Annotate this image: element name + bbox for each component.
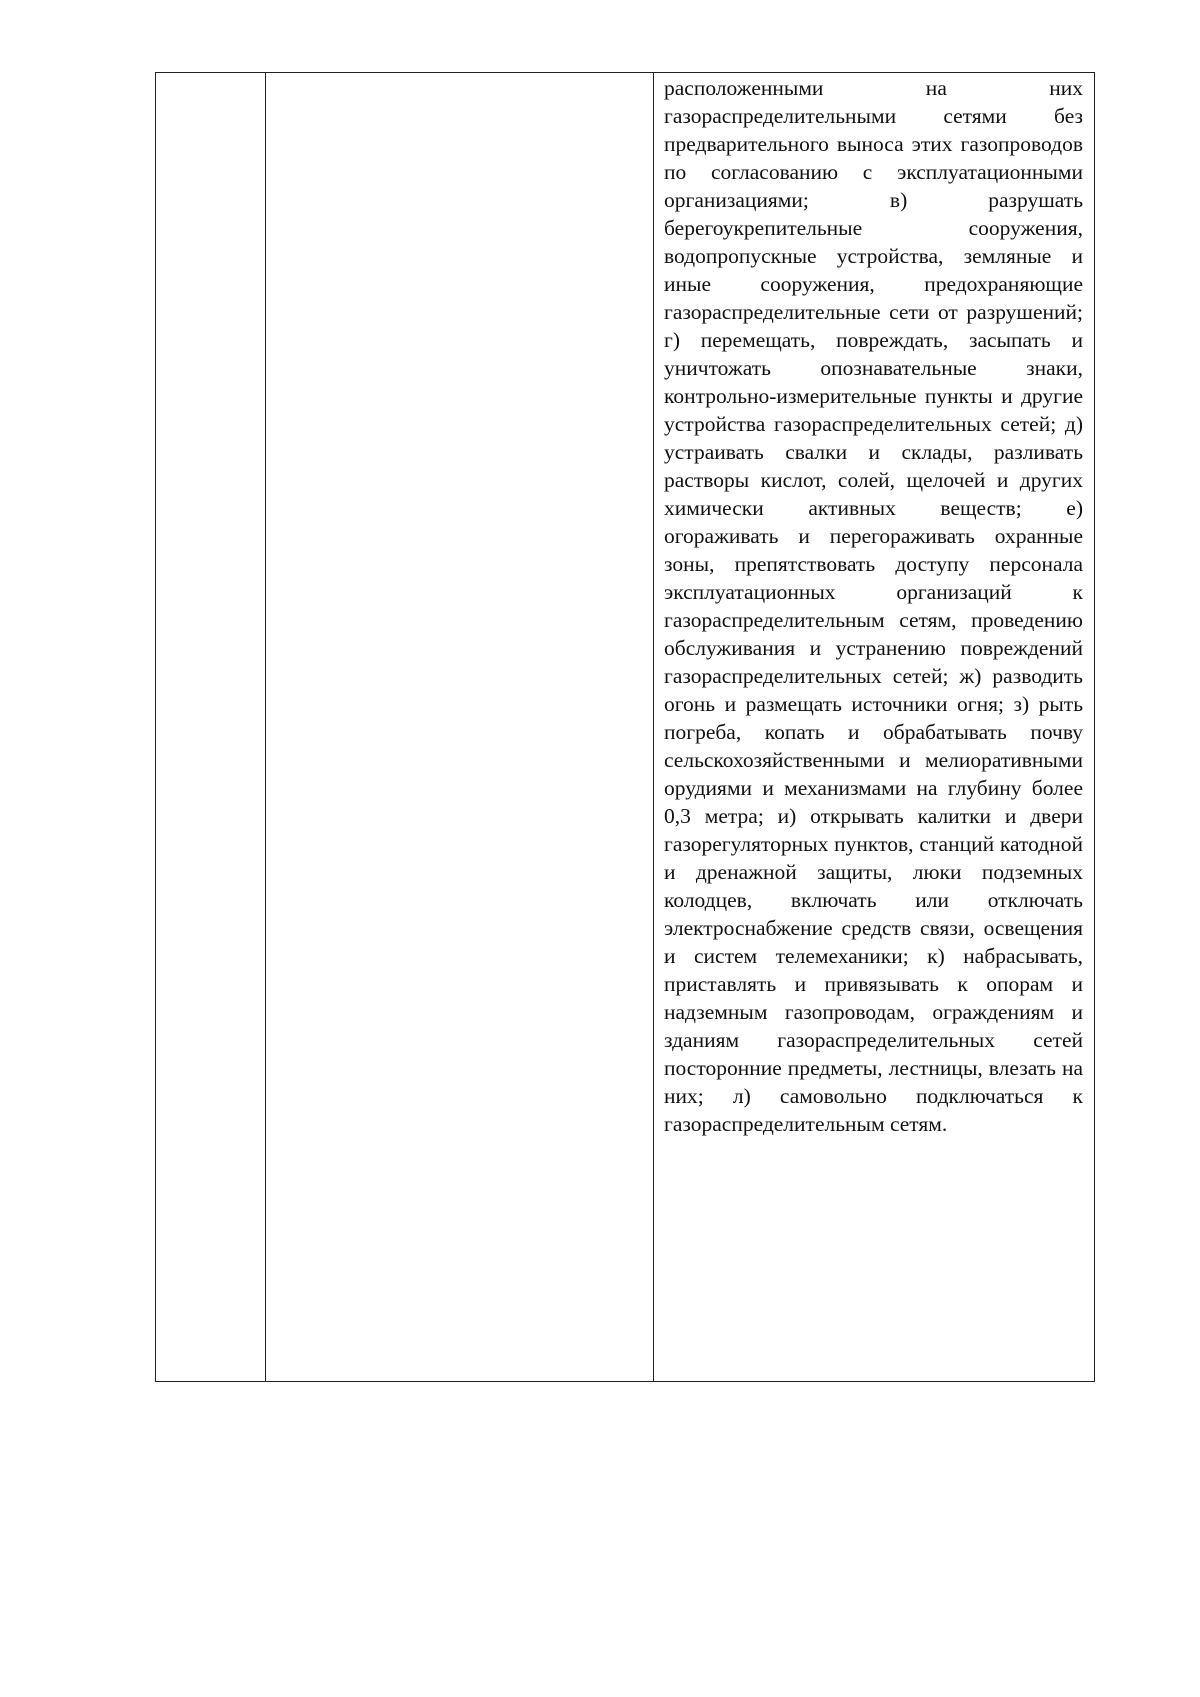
table-cell-content bbox=[654, 73, 1095, 1382]
table-cell-number bbox=[156, 73, 266, 1382]
cell-content-text: расположенными на них газораспределительными сетями без предварительного выноса этих газопроводов по согласованию с эксплуатационными организациями; в) разрушать берегоукрепительные сооружения, водопропускные устройства, земляные и иные сооружения, предохраняющие газораспределительные сети от разрушений; г) перемещать, повреждать, засыпать и уничтожать опознавательные знаки, контрольно-измерительные пункты и другие устройства газораспределительных сетей; д) устраивать свалки и склады, разливать растворы кислот, солей, щелочей и других химически активных веществ; е) огораживать и перегораживать охранные зоны, препятствовать доступу персонала эксплуатационных организаций к газораспределительным сетям, проведению обслуживания и устранению повреждений газораспределительных сетей; ж) разводить огонь и размещать источники огня; з) рыть погреба, копать и обрабатывать почву сельскохозяйственными и мелиоративными орудиями и механизмами на глубину более 0,3 метра; и) открывать калитки и двери газорегуляторных пунктов, станций катодной и дренажной защиты, люки подземных колодцев, включать или отключать электроснабжение средств связи, освещения и систем телемеханики; к) набрасывать, приставлять и привязывать к опорам и надземным газопроводам, ограждениям и зданиям газораспределительных сетей посторонние предметы, лестницы, влезать на них; л) самовольно подключаться к газораспределительным сетям. bbox=[664, 76, 1083, 1136]
table-cell-title bbox=[266, 73, 654, 1382]
table-row bbox=[156, 73, 1095, 1382]
document-table bbox=[155, 72, 1095, 1382]
